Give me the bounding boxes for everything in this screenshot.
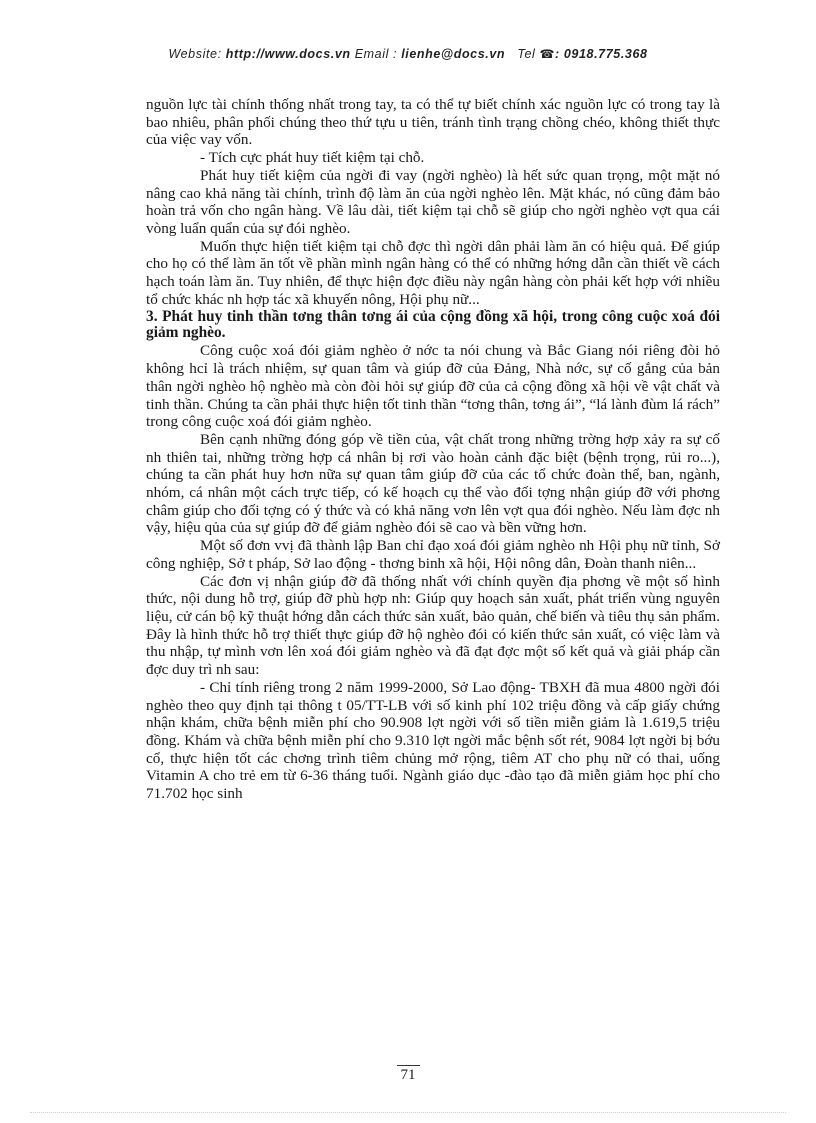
website-url[interactable]: http://www.docs.vn <box>225 47 351 61</box>
paragraph-4: Muốn thực hiện tiết kiệm tại chỗ đợc thì ngời dân phải làm ăn có hiệu quả. Để giúp cho họ có thể làm ăn tốt về phần mình ngân hàng có thể có những hớng dẫn cần thiết về cách hạch toán làm ăn. Tuy nhiên, để thực hiện đợc điều này ngân hàng còn phải kết hợp với nhiều tổ chức khác nh hợp tác xã khuyến nông, Hội phụ nữ... <box>146 237 720 308</box>
paragraph-7: Một số đơn vvị đã thành lập Ban chỉ đạo xoá đói giảm nghèo nh Hội phụ nữ tỉnh, Sở công nghiệp, Sở t pháp, Sở lao động - thơng binh xã hội, Hội nông dân, Đoàn thanh niên... <box>146 537 720 572</box>
website-label: Website: <box>168 47 222 61</box>
paragraph-5: Công cuộc xoá đói giảm nghèo ở nớc ta nói chung và Bắc Giang nói riêng đòi hỏ không hcỉ là trách nhiệm, sự quan tâm và giúp đỡ của Đảng, Nhà nớc, sự cố gắng của bản thân ngời nghèo hộ nghèo mà còn đòi hỏi sự giúp đỡ của cả cộng đồng xã hội về vật chất và tinh thần. Chúng ta cần phải thực hiện tốt tinh thần “tơng thân, tơng ái”, “lá lành đùm lá rách” trong công cuộc xoá đói giảm nghèo. <box>146 342 720 431</box>
email-address[interactable]: lienhe@docs.vn <box>401 47 506 61</box>
bottom-divider <box>30 1112 786 1113</box>
paragraph-6: Bên cạnh những đóng góp về tiền của, vật chất trong những trờng hợp xảy ra sự cố nh thiên tai, những trờng hợp cá nhân bị rơi vào hoàn cảnh đặc biệt (bệnh trọng, rủi ro...), chúng ta cần phát huy hơn nữa sự quan tâm giúp đỡ của các tổ chức đoàn thể, ban, ngành, nhóm, cá nhân một cách trực tiếp, có kế hoạch cụ thể vào đối tợng nhận giúp đỡ với phơng châm giúp cho đối tợng có ý thức và có khả năng vơn lên vợt qua đói nghèo. Nếu làm đợc nh vậy, hiệu qủa của sự giúp đỡ để giảm nghèo đói sẽ cao và bền vững hơn. <box>146 430 720 537</box>
paragraph-9: - Chỉ tính riêng trong 2 năm 1999-2000, Sở Lao động- TBXH đã mua 4800 ngời đói nghèo theo quy định tại thông t 05/TT-LB với số kinh phí 102 triệu đồng và cấp giấy chứng nhận khám, chữa bệnh miễn phí cho 90.908 lợt ngời với số tiền miễn giảm là 1.619,5 triệu đồng. Khám và chữa bệnh miễn phí cho 9.310 lợt ngời mắc bệnh sốt rét, 9084 lợt ngời bị bớu cổ, thực hiện tốt các chơng trình tiêm chủng mở rộng, tiêm AT cho phụ nữ có thai, uống Vitamin A cho trẻ em từ 6-36 tháng tuổi. Ngành giáo dục -đào tạo đã miễn giảm học phí cho 71.702 học sinh <box>146 678 720 803</box>
phone-icon: ☎ <box>539 47 556 61</box>
page-number-container <box>0 1067 816 1084</box>
page-header <box>0 47 816 61</box>
document-body <box>146 96 720 803</box>
paragraph-3: Phát huy tiết kiệm của ngời đi vay (ngời nghèo) là hết sức quan trọng, một mặt nó nâng cao khả năng tài chính, trình độ làm ăn của ngời nghèo lên. Mặt khác, nó cũng đảm bảo hoàn trả vốn cho ngân hàng. Về lâu dài, tiết kiệm tại chỗ sẽ giúp cho ngời nghèo vợt qua cái vòng luẩn quẩn của sự đói nghèo. <box>146 166 720 237</box>
tel-label: Tel <box>517 47 536 61</box>
page-number: 71 <box>397 1065 420 1083</box>
paragraph-1: nguồn lực tài chính thống nhất trong tay, ta có thể tự biết chính xác nguồn lực có trong tay là bao nhiêu, phân phối chúng theo thứ tựu u tiên, tránh tình trạng chồng chéo, không thiết thực của việc vay vốn. <box>146 96 720 149</box>
email-label: Email : <box>354 47 398 61</box>
phone-number: : 0918.775.368 <box>555 47 648 61</box>
paragraph-2: - Tích cực phát huy tiết kiệm tại chỗ. <box>200 149 425 167</box>
paragraph-8: Các đơn vị nhận giúp đỡ đã thống nhất với chính quyền địa phơng về một số hình thức, nội dung hỗ trợ, giúp đỡ phù hợp nh: Giúp quy hoạch sản xuất, phát triển vùng nguyên liệu, cử cán bộ kỹ thuật hớng dẫn cách thức sản xuất, bảo quản, chế biến và tiêu thụ sản phẩm. Đây là hình thức hỗ trợ thiết thực giúp đỡ hộ nghèo đói có kiến thức sản xuất, có việc làm và thu nhập, tự mình vơn lên xoá đói giảm nghèo và đã đạt đợc một số kết quả và giải pháp cần đợc duy trì nh sau: <box>146 572 720 679</box>
section-heading: 3. Phát huy tinh thần tơng thân tơng ái của cộng đồng xã hội, trong công cuộc xoá đói giảm nghèo. <box>146 308 720 342</box>
